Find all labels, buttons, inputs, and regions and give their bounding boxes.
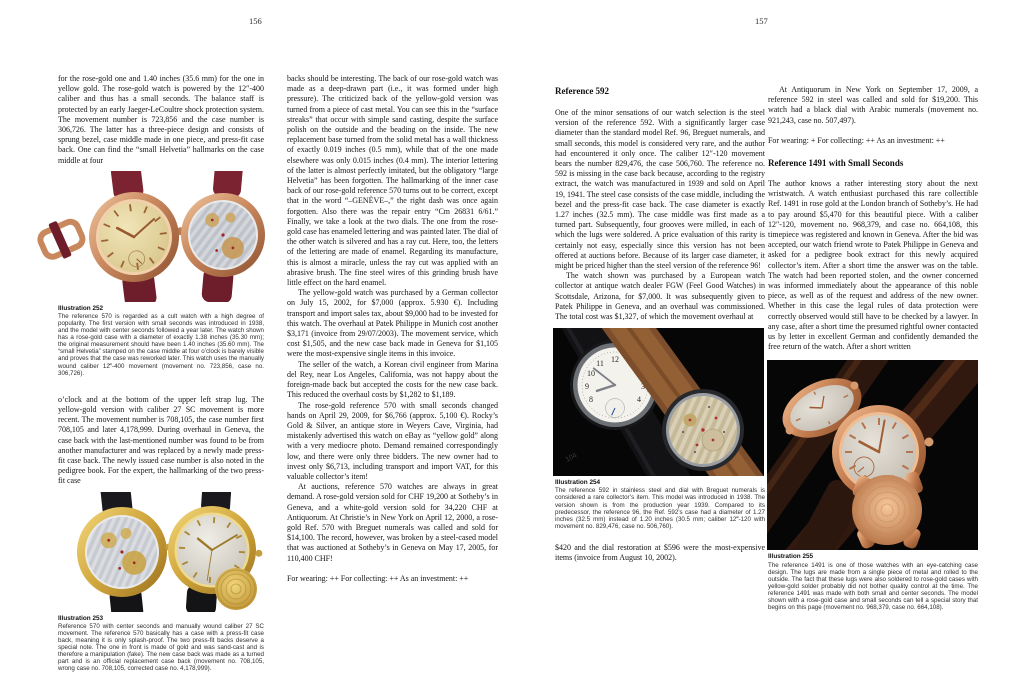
body-paragraph: for the rose-gold one and 1.40 inches (35.6 mm) for the one in yellow gold. The rose-gold watch is powered by the 12″-400 caliber and thus has a small seconds. The balance staff is protected by an early Jaeger-LeCoultre shock protection system. The movement number is 723,856 and the case number is 306,726. The latter has a three-piece design and consists of sprung bezel, case middle made in one piece, and press-fit case back. One can find the “small Helvetia” hallmarks on the case middle at four [58,74,264,165]
steel-watch-movement [662,389,744,471]
rose-gold-case-back [851,471,924,551]
gold-case-back [215,568,257,610]
page-157-column-2 [768,85,978,611]
body-paragraph: $420 and the dial restoration at $596 were the most-expensive items (invoice from August 10, 2002). [555,542,765,563]
illustration-255-figure [767,360,978,550]
illustration-254-figure [553,328,765,476]
illustration-caption-title: Illustration 254 [555,479,601,487]
yellow-gold-watch-movement [70,492,180,612]
rating-line: For wearing: + For collecting: ++ As an investment: ++ [768,135,945,145]
illustration-254-caption [555,479,765,530]
body-paragraph: The yellow-gold watch was purchased by a German collector on July 15, 2002, for $7,000 (approx. 5.930 €). Including transport and import sales tax, about $9,000 had to be invested for this watch. The overhaul at Patek Philippe in Munich cost another $3,171 (invoice from 29/07/2003). The movement service, which cost $1,505, and the new case back made in Geneva for $1,105 were the most-expensive single items in this invoice. [287,288,498,359]
svg-text:9: 9 [585,382,589,392]
page-number-left: 156 [249,16,262,26]
svg-text:4: 4 [637,395,641,405]
illustration-252-caption [58,305,264,377]
svg-text:3: 3 [641,382,645,392]
illustration-253-figure [30,492,264,612]
body-paragraph: At auctions, reference 570 watches are always in great demand. A rose-gold version sold for CHF 19,200 at Sotheby’s in Geneva, and a white-gold version sold for 34,220 CHF at Antiquorum. At Christie’s in New York on April 12, 2000, a rose-gold Ref. 570 with Breguet numerals was called and sold for $14,100. The record, however, was broken by a steel-cased model that was auctioned at Sotheby’s in Geneva on May 17, 2005, for 110,400 CHF! [287,482,498,563]
illustration-caption-text: The reference 592 in stainless steel and dial with Breguet numerals is considered a rare collector’s item. This model was introduced in 1938. The version shown is from the production year 1939. Compared to its predecessor, the reference 96, the Ref. 592’s case had a diameter of 1.27 inches (32.5 mm) instead of 1.20 inches (30.5 mm; caliber 12‴-120 with movement no. 829,476, case no. 506,760). [555,487,765,530]
illustration-253-caption [58,615,264,673]
page-156-column-1 [58,74,264,672]
illustration-caption-title: Illustration 252 [58,304,104,312]
section-heading: Reference 592 [555,86,610,96]
body-paragraph: The watch shown was purchased by a European watch collector at antique watch dealer FGW (Feel Good Watches) in Scottsdale, Arizona, for $7,000. It was subsequently given to Patek Philippe in Geneva, and an overhaul was commissioned. The total cost was $1,327, of which the movement overhaul at [555,271,765,322]
illustration-252-photo [30,171,266,302]
illustration-caption-text: The reference 1491 is one of those watches with an eye-catching case design. The lugs are made from a single piece of metal and rolled to the outside. The fact that these lugs were also soldered to rose-gold cases with yellow-gold solder probably did not bother quality control at the time. The reference 1491 was made with both small and center seconds. The model shown with a rose-gold case and small seconds can tell a special story that begins on this page (movement no. 968,379, case no. 664,108). [768,561,978,612]
body-paragraph: backs should be interesting. The back of our rose-gold watch was made as a deep-drawn part (i.e., it was formed under high pressure). The criticized back of the yellow-gold version was turned from a piece of cast metal. You can see this in the “surface streaks” that occur with simple sand casting, despite the surface polish on the outside and the beading on the inside. The new replacement base turned from the solid metal has a wall thickness of exactly 0.019 inches (0.5 mm), while that of the one made elsewhere was only 0.015 inches (0.4 mm). The interior lettering of the latter is almost perfectly imitated, but the obligatory “large Helvetia” has been forgotten. The hallmarking of the inner case back of our rose-gold reference 570 turns out to be correct, except that in the word “–GENÈVE–,” the right dash was once again forgotten. Also there was the repair entry “Cm 26831 6/61.” Finally, we take a look at the two dials. The one from the rose-gold case has enameled lettering and was painted later. The dial of the other watch is silvered and has a ray cut. Here, too, the letters of the lettering are made of enamel. Regarding its manufacture, this is almost a miracle, unless the ray cut was applied with an abrasive brush. The fine steel wires of this grinding brush have little effect on the hard enamel. [287,74,498,288]
body-paragraph: The seller of the watch, a Korean civil engineer from Marina del Rey, near Los Angeles, California, was not happy about the foreign-made back but accepted the costs for the new case back. This reduced the overhaul costs by $1,282 to $1,189. [287,359,498,400]
page-number-right: 157 [755,16,768,26]
svg-text:8: 8 [589,395,593,405]
rose-gold-watch-dial [80,171,193,302]
svg-text:12: 12 [611,355,619,365]
illustration-caption-text: The reference 570 is regarded as a cult watch with a high degree of popularity. The first version with small seconds was introduced in 1938, and the model with center seconds followed a year later. The watch shown has a rose-gold case with a diameter of exactly 1.38 inches (35.30 mm); the original measurement should have been 1.40 inches (35.60 mm). The “small Helvetia” stamped on the case middle at four o’clock is barely visible and proves that the case was reworked later. This watch uses the manually wound caliber 12‴-400 movement (movement no. 723,856, case no. 306,726). [58,312,264,377]
body-paragraph: The author knows a rather interesting story about the next wristwatch. A watch enthusiast purchased this rare collectible Ref. 1491 in rose gold at the London branch of Sotheby’s. He had to pay around $5,470 for this beautiful piece. With a caliber 12″-120, movement no. 968,379, and case no. 664,108, this timepiece was registered and known in Geneva. After the bid was accepted, our watch friend wrote to Patek Philippe in Geneva and asked for a pedigree book extract for this newly acquired collector’s item. After a short time the answer was on the table. The watch had been reported stolen, and the owner concerned was informed immediately about the appearance of this noble piece, as well as of the request and address of the new owner. Whether in this case the legal rules of data protection were correctly observed would still have to be checked by a lawyer. In any case, after a short time the presumed rightful owner contacted us by letter in excellent German and confidently demanded the free return of the watch. After a short written [768,179,978,352]
illustration-253-photo [30,492,268,612]
body-paragraph: The rose-gold reference 570 with small seconds changed hands on April 29, 2009, for $6,766 (approx. 5,100 €). Rocky’s Gold & Silver, an antique store in Weyers Cave, Virginia, had mistakenly advertised this watch on eBay as “yellow gold” along with a very mediocre photo. Demand remained correspondingly low, and there were only three bidders. The new owner had to invest only $6,713, including transport and import VAT, for this valuable collector’s item! [287,400,498,481]
illustration-255-caption [768,553,978,611]
svg-text:10: 10 [587,369,595,379]
illustration-255-photo [767,360,978,550]
illustration-caption-title: Illustration 255 [768,553,814,561]
svg-text:11: 11 [596,359,604,369]
section-heading: Reference 1491 with Small Seconds [768,158,904,169]
rating-line: For wearing: ++ For collecting: ++ As an investment: ++ [287,573,469,583]
body-paragraph: One of the minor sensations of our watch selection is the steel version of the reference 592. With a significantly larger case diameter than the standard model Ref. 96, Breguet numerals, and small seconds, this model is considered very rare, and the author had encountered it only once. The caliber 12″-120 movement bears the number 829,476, the case 506,760. The reference no. 592 is missing in the case back because, according to the registry extract, the watch was manufactured in 1939 and sold on April 19, 1941. The steel case consists of the case middle, including the bezel and the press-fit case back. The case diameter is exactly 1.27 inches (32.5 mm). The case middle was first made as a turned part. Subsequently, four grooves were milled, in each of which the lugs were soldered. A price evaluation of this rarity is certainly not easy, especially since this version has not been offered at auctions before. Because of its larger case diameter, it might be priced higher than the steel version of the reference 96! [555,108,765,271]
gold-buckle [35,214,87,265]
illustration-252-figure [30,171,264,302]
page-157-column-1 [555,86,765,563]
illustration-caption-text: Reference 570 with center seconds and manually wound caliber 27 SC movement. The reference 570 basically has a case with a press-fit case back, meaning it is only splash-proof. The two press-fit backs deserve a special note. The one in front is made of gold and was sand-cast and is therefore a manipulation (fake). The new case back was made as a turned part and is an official replacement case back (movement no. 708,105, wrong case no. 708,105, corrected case no. 4,178,999). [58,622,264,673]
illustration-caption-title: Illustration 253 [58,614,104,622]
body-paragraph: At Antiquorum in New York on September 17, 2009, a reference 592 in steel was called and sold for $19,200. This watch had a black dial with Arabic numerals (movement no. 921,243, case no. 507,497). [768,85,978,125]
page-156-column-2 [287,74,498,584]
illustration-254-photo [553,328,764,476]
rose-gold-watch-movement [175,171,266,302]
svg-text:104: 104 [564,452,579,465]
body-paragraph: o’clock and at the bottom of the upper left strap lug. The yellow-gold version with caliber 27 SC movement is more recent. The movement number is 708,105, the case number first 708,105 and later 4,178,999. During overhaul in Geneva, the case back with the last-mentioned number was found to be from another manufacturer and was replaced by a newly made press-fit case back. The newly issued case number is also noted in the pedigree book. For the expert, the hallmarking of the two press-fit case [58,394,264,486]
